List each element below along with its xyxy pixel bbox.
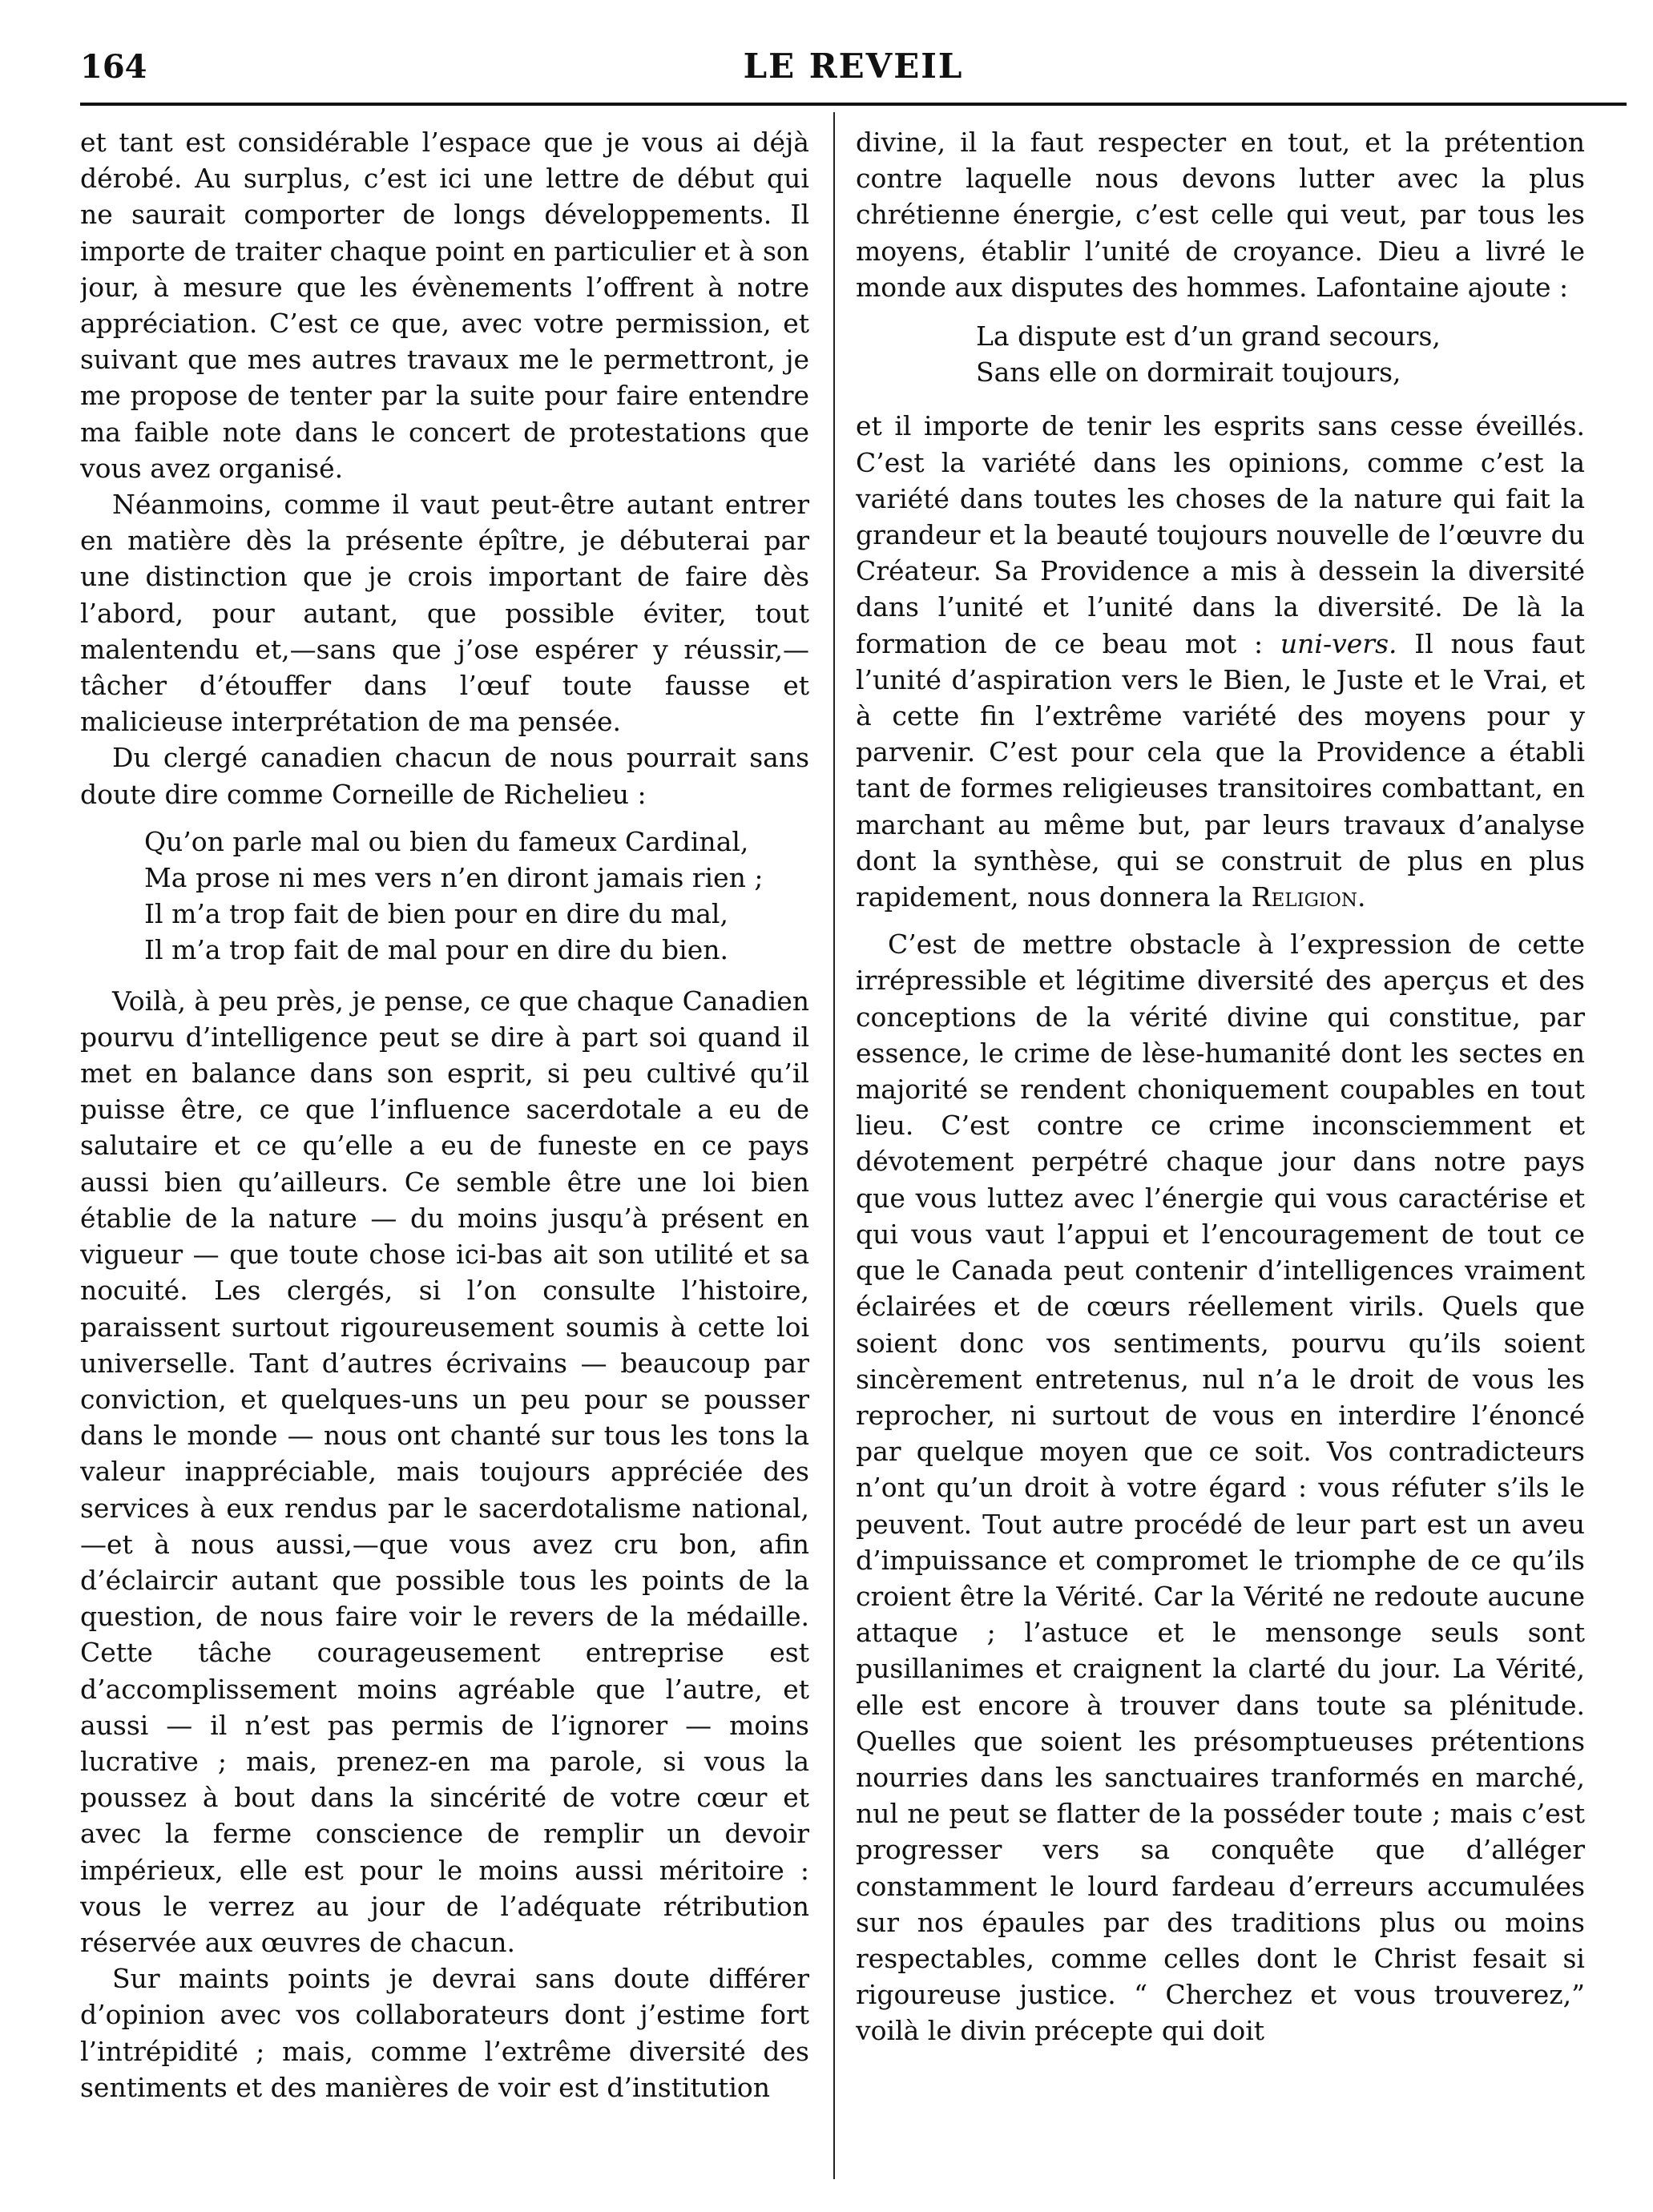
paragraph: Du clergé canadien chacun de nous pourrait sans doute dire comme Corneille de Richelieu :: [80, 742, 809, 810]
page-title: LE REVEIL: [743, 46, 964, 86]
paragraph: et tant est considérable l’espace que je vous ai déjà dérobé. Au surplus, c’est ici une lettre de début qui ne saurait comporter de longs développements. Il importe de traiter chaque point en particulier et à son jour, à mesure que les évènements l’offrent à notre appréciation. C’est ce que, avec votre permission, et suivant que mes autres travaux me le permettront, je me propose de tenter par la suite pour faire entendre ma faible note dans le concert de protestations que vous avez organisé.: [80, 127, 809, 484]
verse-line: Ma prose ni mes vers n’en diront jamais rien ;: [144, 862, 764, 894]
page-header: [80, 40, 1627, 96]
verse-quote: [976, 318, 1585, 390]
left-column: [80, 124, 809, 2175]
verse-line: Il m’a trop fait de bien pour en dire du mal,: [144, 898, 728, 930]
paragraph: Néanmoins, comme il vaut peut-être autant entrer en matière dès la présente épître, je débuterai par une distinction que je crois important de faire dès l’abord, pour autant, que possible éviter, tout malentendu et,—sans que j’ose espérer y réussir,—tâcher d’étouffer dans l’œuf toute fausse et malicieuse interprétation de ma pensée.: [80, 489, 809, 738]
paragraph-text: Il nous faut l’unité d’aspiration vers le Bien, le Juste et le Vrai, et à cette fin l’extrême variété des moyens pour y parvenir. C’est pour cela que la Providence a établi tant de formes religieuses transitoires combattant, en marchant au même but, par leurs travaux d’analyse dont la synthèse, qui se construit de plus en plus rapidement, nous donnera la: [856, 627, 1585, 913]
verse-line: Sans elle on dormirait toujours,: [976, 357, 1401, 389]
verse-quote: [144, 824, 809, 969]
paragraph-text: et il importe de tenir les esprits sans cesse éveillés. C’est la variété dans les opinions, comme c’est la variété dans toutes les choses de la nature qui fait la grandeur et la beauté toujours nouvelle de l’œuvre du Créateur. Sa Providence a mis à dessein la diversité dans l’unité et l’unité dans la diversité. De là la formation de ce beau mot :: [856, 410, 1585, 659]
paragraph: divine, il la faut respecter en tout, et la prétention contre laquelle nous devons lutter avec la plus chrétienne énergie, c’est celle qui veut, par tous les moyens, établir l’unité de croyance. Dieu a livré le monde aux disputes des hommes. Lafontaine ajoute :: [856, 127, 1585, 303]
header-rule: [80, 103, 1627, 106]
paragraph: C’est de mettre obstacle à l’expression de cette irrépressible et légitime diversité des aperçus et des conceptions de la vérité divine qui constitue, par essence, le crime de lèse-humanité dont les sectes en majorité se rendent choniquement coupables en tout lieu. C’est contre ce crime inconsciemment et dévotement perpétré chaque jour dans notre pays que vous luttez avec l’énergie qui vous caractérise et qui vous vaut l’appui et l’encouragement de tout ce que le Canada peut contenir d’intelligences vraiment éclairées et de cœurs réellement virils. Quels que soient donc vos sentiments, pourvu qu’ils soient sincèrement entretenus, nul n’a le droit de vous les reprocher, ni surtout de vous en interdire l’énoncé par quelque moyen que ce soit. Vos contradicteurs n’ont qu’un droit à votre égard : vous réfuter s’ils le peuvent. Tout autre procédé de leur part est un aveu d’impuissance et compromet le triomphe de ce qu’ils croient être la Vérité. Car la Vérité ne redoute aucune attaque ; l’astuce et le mensonge seuls sont pusillanimes et craignent la clarté du jour. La Vérité, elle est encore à trouver dans toute sa plénitude. Quelles que soient les présomptueuses prétentions nourries dans les sanctuaires tranformés en marché, nul ne peut se flatter de la posséder toute ; mais c’est progresser vers sa conquête que d’alléger constamment le lourd fardeau d’erreurs accumulées sur nos épaules par des traditions plus ou moins respectables, comme celles dont le Christ fesait si rigoureuse justice. “ Cherchez et vous trouverez,” voilà le divin précepte qui doit: [856, 929, 1585, 2047]
small-caps-word: Religion.: [1251, 881, 1366, 913]
column-divider: [833, 112, 835, 2179]
page-number: 164: [80, 48, 147, 86]
verse-line: Qu’on parle mal ou bien du fameux Cardinal,: [144, 825, 749, 857]
right-column: [856, 124, 1585, 2175]
verse-line: Il m’a trop fait de mal pour en dire du bien.: [144, 934, 728, 966]
paragraph: Voilà, à peu près, je pense, ce que chaque Canadien pourvu d’intelligence peut se dire à part soi quand il met en balance dans son esprit, si peu cultivé qu’il puisse être, ce que l’influence sacerdotale a eu de salutaire et ce qu’elle a eu de funeste en ce pays aussi bien qu’ailleurs. Ce semble être une loi bien établie de la nature — du moins jusqu’à présent en vigueur — que toute chose ici-bas ait son utilité et sa nocuité. Les clergés, si l’on consulte l’histoire, paraissent surtout rigoureusement soumis à cette loi universelle. Tant d’autres écrivains — beaucoup par conviction, et quelques-uns un peu pour se pousser dans le monde — nous ont chanté sur tous les tons la valeur inappréciable, mais toujours appréciée des services à eux rendus par le sacerdotalisme national,—et à nous aussi,—que vous avez cru bon, afin d’éclaircir autant que possible tous les points de la question, de nous faire voir le revers de la médaille. Cette tâche courageusement entreprise est d’accomplissement moins agréable que l’autre, et aussi — il n’est pas permis de l’ignorer — moins lucrative ; mais, prenez-en ma parole, si vous la poussez à bout dans la sincérité de votre cœur et avec la ferme conscience de remplir un devoir impérieux, elle est pour le moins aussi méritoire : vous le verrez au jour de l’adéquate rétribution réservée aux œuvres de chacun.: [80, 985, 809, 1958]
italic-word: uni-vers.: [1280, 627, 1397, 659]
paragraph: [856, 408, 1585, 915]
verse-line: La dispute est d’un grand secours,: [976, 320, 1441, 353]
paragraph: Sur maints points je devrai sans doute différer d’opinion avec vos collaborateurs dont j’estime fort l’intrépidité ; mais, comme l’extrême diversité des sentiments et des manières de voir est d’institution: [80, 1963, 809, 2103]
